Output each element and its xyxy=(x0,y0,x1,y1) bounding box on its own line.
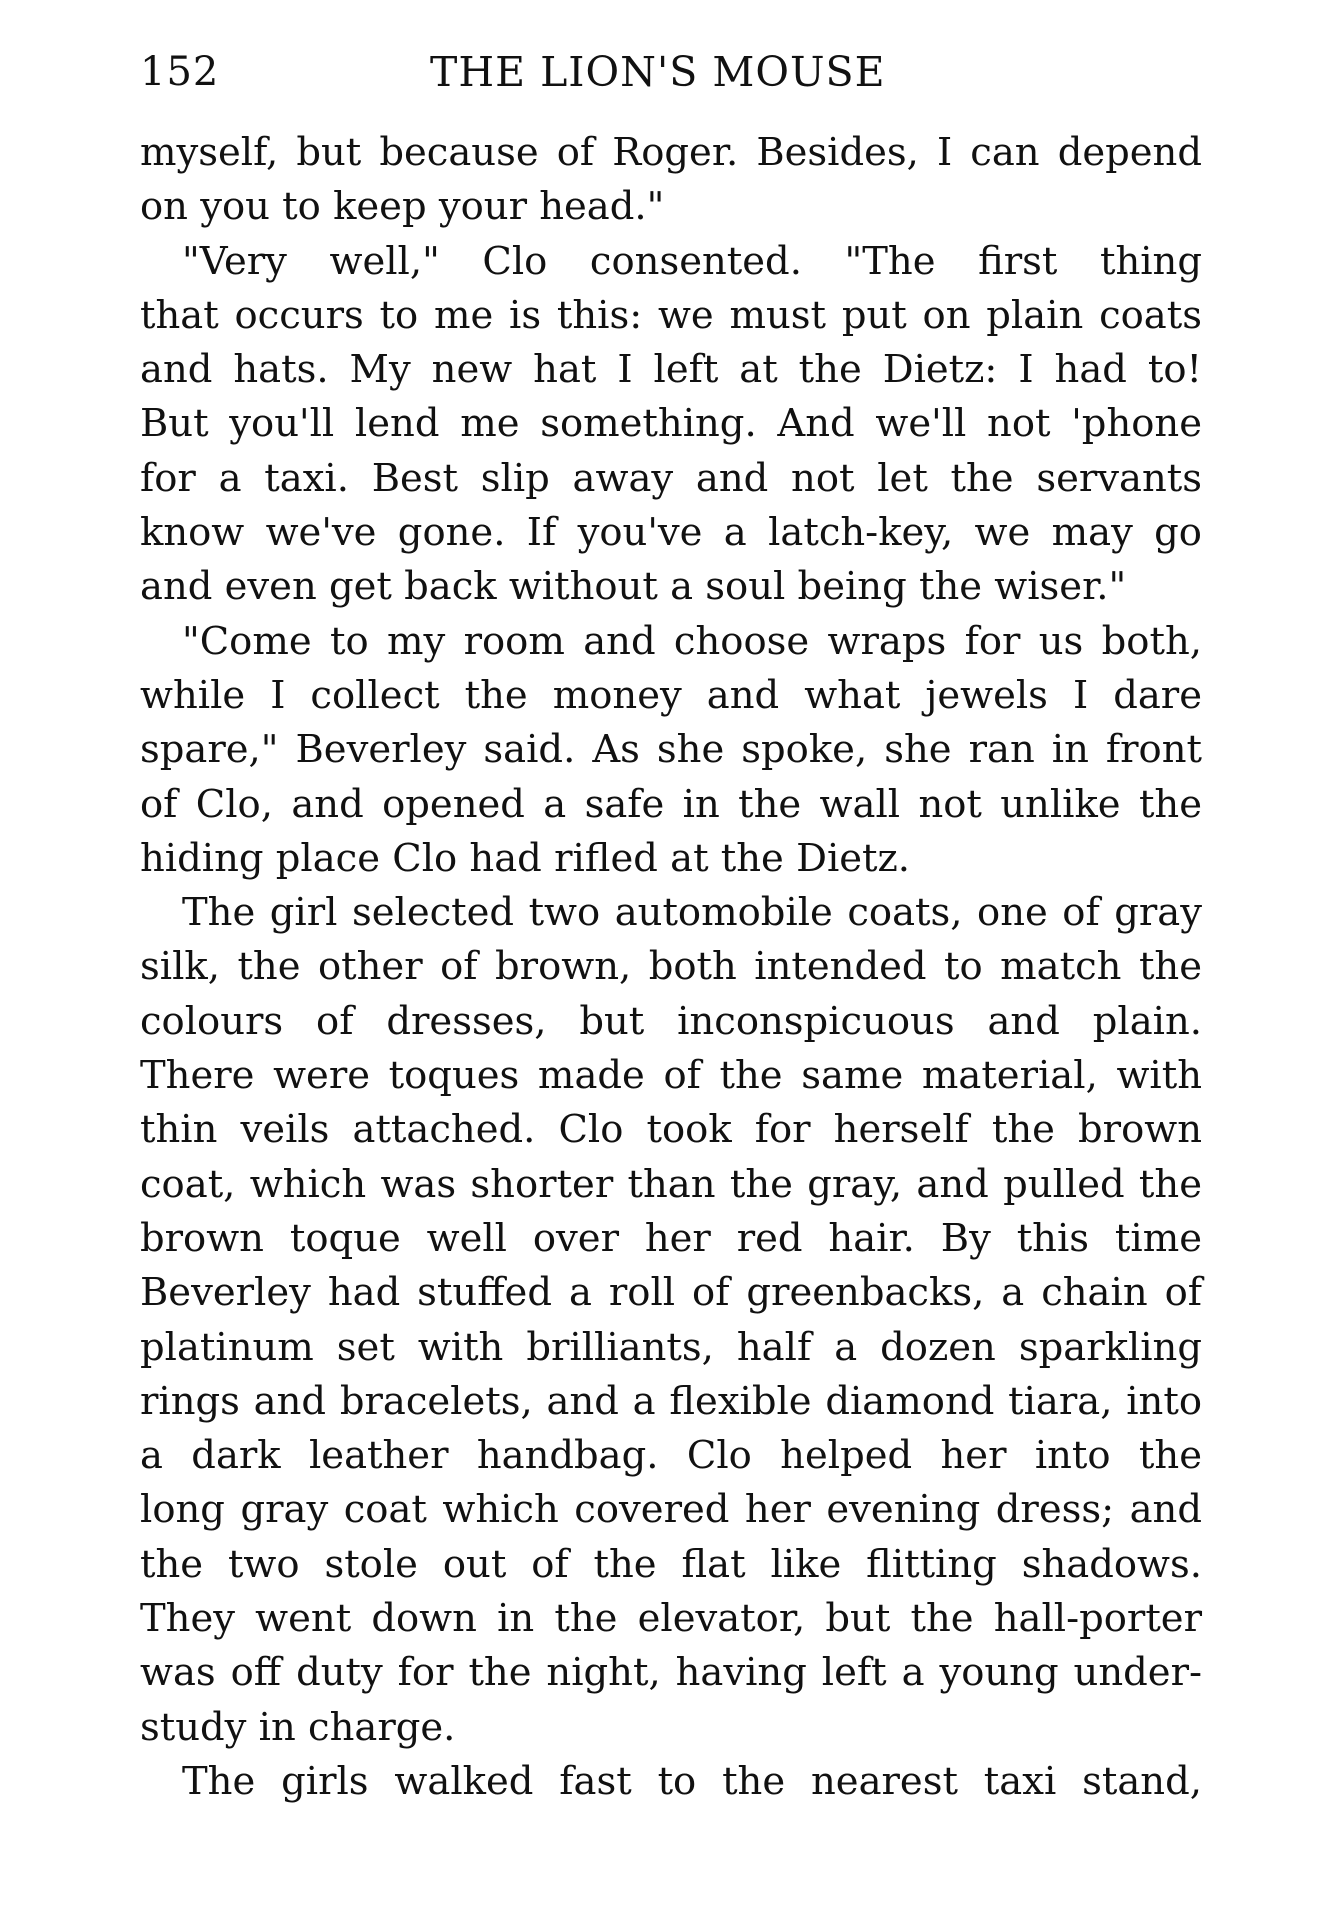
text-line: know we've gone. If you've a latch-key, we may go xyxy=(140,510,1202,556)
text-line: and even get back without a soul being the wiser." xyxy=(140,564,1127,610)
text-line: rings and bracelets, and a flexible diamond tiara, into xyxy=(140,1378,1202,1424)
text-line: and hats. My new hat I left at the Dietz: I had to! xyxy=(140,347,1202,393)
text-line: The girls walked fast to the nearest taxi stand, xyxy=(182,1758,1202,1804)
text-line: brown toque well over her red hair. By this time xyxy=(140,1215,1202,1261)
text-line: But you'll lend me something. And we'll not 'phone xyxy=(140,401,1202,447)
text-line: that occurs to me is this: we must put on plain coats xyxy=(140,292,1202,338)
page-header xyxy=(140,42,1200,102)
text-line: coat, which was shorter than the gray, and pulled the xyxy=(140,1161,1202,1207)
text-line: platinum set with brilliants, half a dozen sparkling xyxy=(140,1324,1202,1370)
text-line: There were toques made of the same material, with xyxy=(140,1053,1202,1099)
running-title: THE LION'S MOUSE xyxy=(430,48,886,96)
text-line: a dark leather handbag. Clo helped her into the xyxy=(140,1433,1202,1479)
text-line: silk, the other of brown, both intended to match the xyxy=(140,944,1202,990)
text-line: study in charge. xyxy=(140,1704,456,1750)
text-line: The girl selected two automobile coats, one of gray xyxy=(182,890,1202,936)
text-line: long gray coat which covered her evening dress; and xyxy=(140,1487,1202,1533)
text-line: was off duty for the night, having left a young under- xyxy=(140,1650,1202,1696)
text-line: colours of dresses, but inconspicuous and plain. xyxy=(140,998,1202,1044)
page-number: 152 xyxy=(140,49,220,95)
text-line: "Come to my room and choose wraps for us both, xyxy=(182,618,1202,664)
text-line: the two stole out of the flat like flitting shadows. xyxy=(140,1541,1202,1587)
text-line: on you to keep your head." xyxy=(140,184,665,230)
text-line: myself, but because of Roger. Besides, I can depend xyxy=(140,130,1202,175)
text-line: Beverley had stuffed a roll of greenbacks, a chain of xyxy=(140,1270,1202,1316)
text-line: while I collect the money and what jewels I dare xyxy=(140,672,1202,718)
text-line: hiding place Clo had rifled at the Dietz. xyxy=(140,835,911,881)
text-line: thin veils attached. Clo took for herself the brown xyxy=(140,1107,1202,1153)
body-text xyxy=(140,126,1202,1809)
text-line: for a taxi. Best slip away and not let the servants xyxy=(140,455,1202,501)
text-line: of Clo, and opened a safe in the wall not unlike the xyxy=(140,781,1202,827)
text-line: spare," Beverley said. As she spoke, she ran in front xyxy=(140,727,1202,773)
text-line: "Very well," Clo consented. "The first thing xyxy=(182,238,1202,284)
text-line: They went down in the elevator, but the hall-porter xyxy=(140,1596,1202,1642)
